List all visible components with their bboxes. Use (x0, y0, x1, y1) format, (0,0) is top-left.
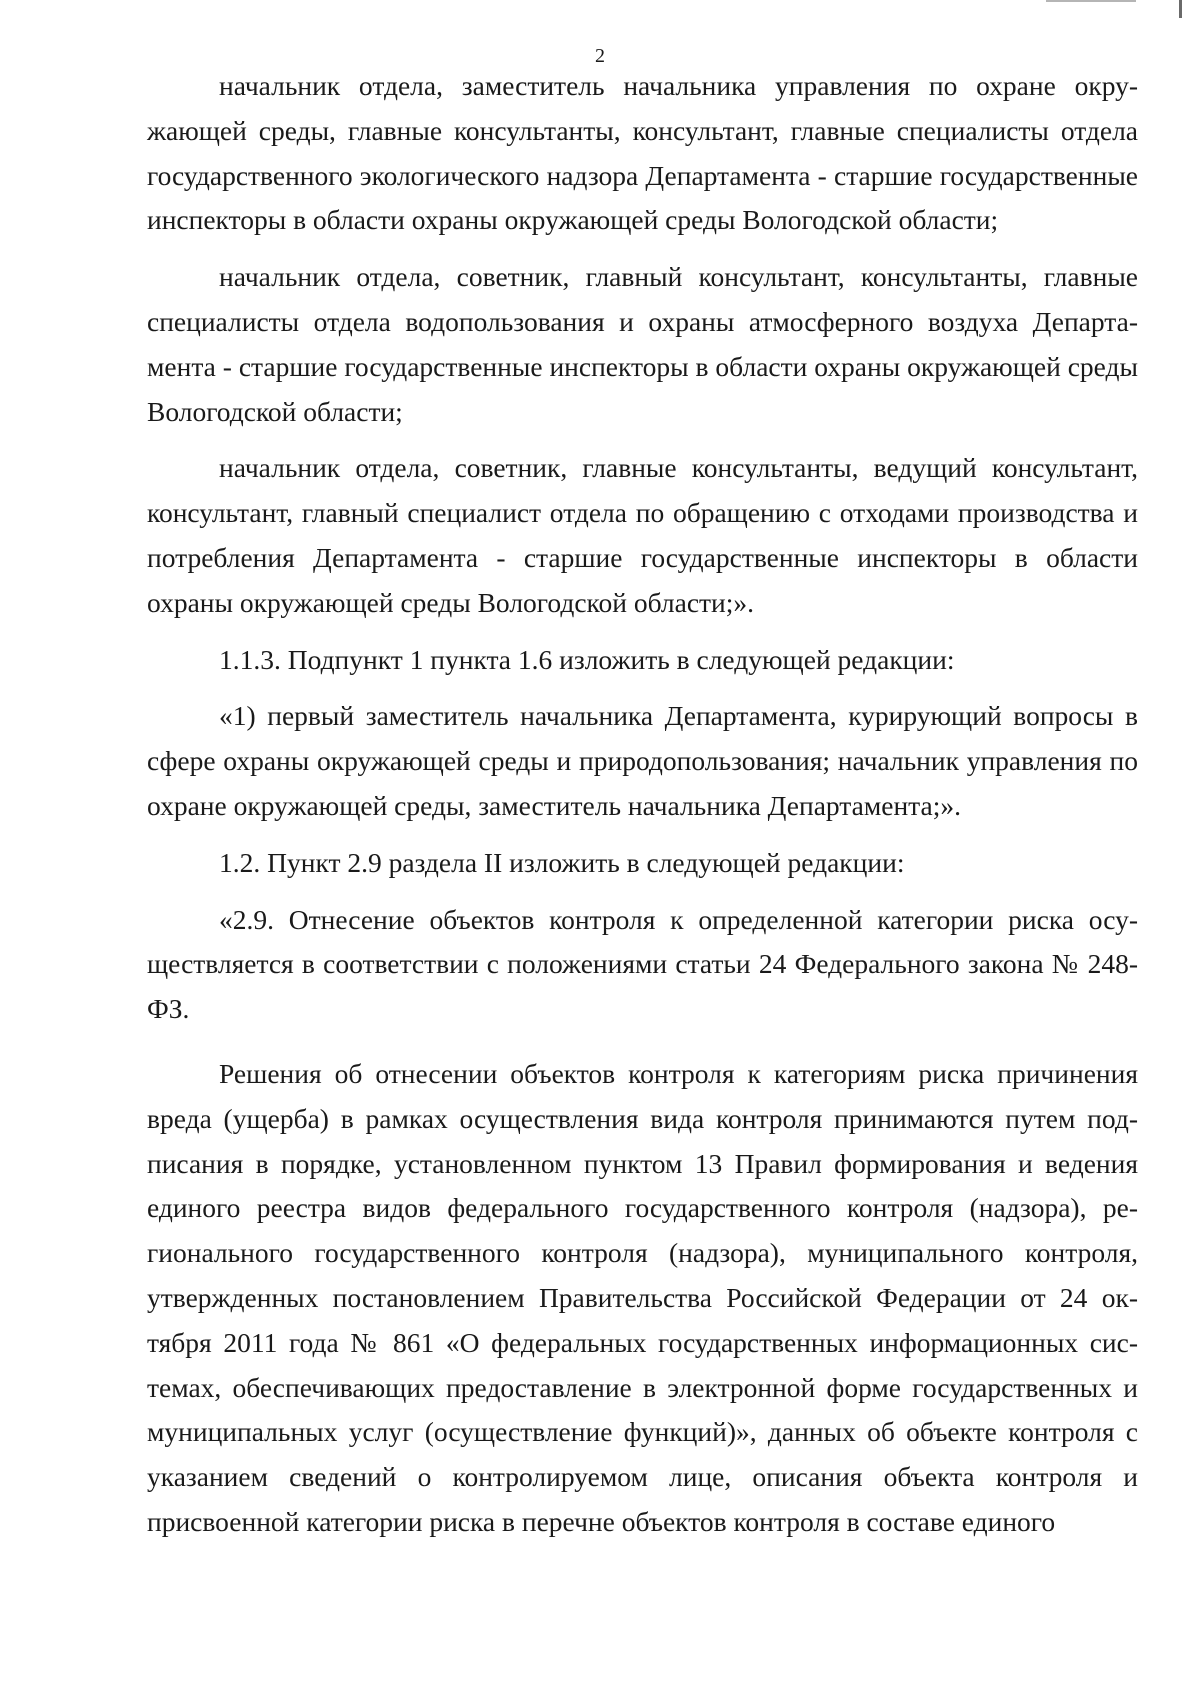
scan-edge-line (1046, 0, 1136, 2)
paragraph-risk-category-decisions: Решения об отнесении объектов контроля к категориям риска причинения вреда (ущерба) в рамках осуществления вида контроля принимаются путем подписания в порядке, установленном пунктом 13 Правил формирования и ведения единого реестра видов федерального государственного контроля (надзора), регионального государственного контроля (надзора), муниципального контроля, утвержденных постановлением Правительства Российской Федерации от 24 октября 2011 года № 861 «О федеральных государственных информационных системах, обеспечивающих предоставление в электронной форме государственных и муниципальных услуг (осуществление функций)», данных об объекте контроля с указанием сведений о контролируемом лице, описания объекта контроля и присвоенной категории риска в перечне объектов контроля в составе единого (147, 1057, 1138, 1537)
paragraph-ecological-supervision-inspectors: начальник отдела, заместитель начальника управления по охране окружающей среды, главные консультанты, консультант, главные специалисты отдела государственного экологического надзора Департамента - старшие государственные инспекторы в области охраны окружающей среды Вологодской области; (147, 70, 1138, 236)
paragraph-amendment-1-1-3: 1.1.3. Подпункт 1 пункта 1.6 изложить в следующей редакции: (219, 643, 955, 675)
paragraph-water-air-inspectors: начальник отдела, советник, главный консультант, консультанты, главные специалисты отдела водопользования и охраны атмосферного воздуха Департамента - старшие государственные инспекторы в области охраны окружающей среды Вологодской области; (147, 261, 1138, 427)
document-body (147, 64, 1138, 1545)
paragraph-subpoint-1-text: «1) первый заместитель начальника Департамента, курирующий вопросы в сфере охраны окружающей среды и природопользования; начальник управления по охране окружающей среды, заместитель начальника Департамента;». (147, 700, 1138, 821)
scan-edge-mark (1179, 0, 1182, 18)
paragraph-amendment-1-2: 1.2. Пункт 2.9 раздела II изложить в следующей редакции: (219, 846, 905, 878)
paragraph-point-2-9: «2.9. Отнесение объектов контроля к определенной категории риска осуществляется в соответствии с положениями статьи 24 Федерального закона № 248-ФЗ. (147, 903, 1138, 1025)
paragraph-waste-management-inspectors: начальник отдела, советник, главные консультанты, ведущий консультант, консультант, главный специалист отдела по обращению с отходами производства и потребления Департамента - старшие государственные инспекторы в области охраны окружающей среды Вологодской области;». (147, 452, 1138, 618)
page-number: 2 (595, 45, 605, 67)
